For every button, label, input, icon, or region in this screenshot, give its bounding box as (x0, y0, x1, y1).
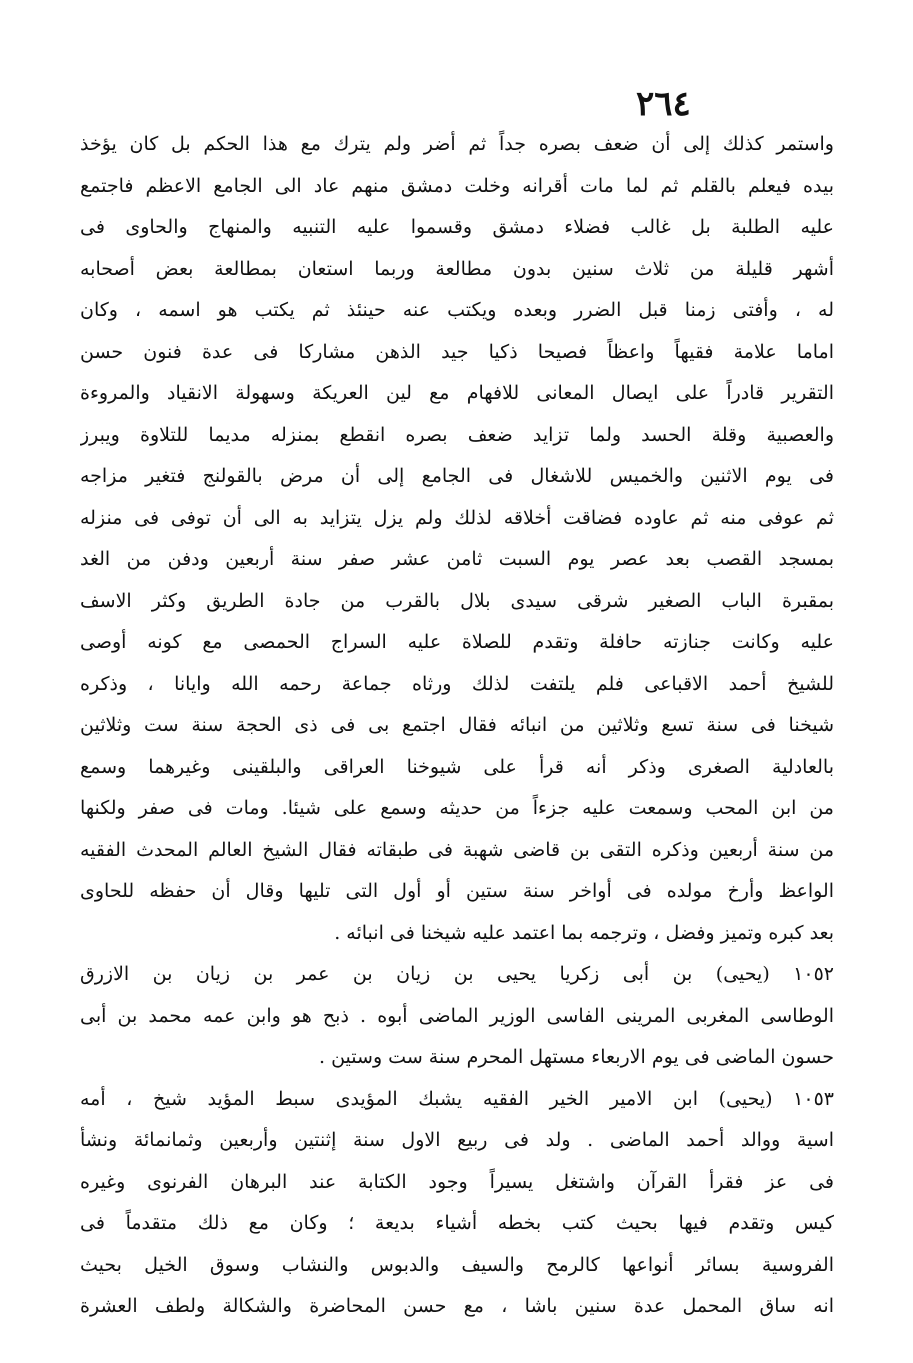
text-line: ثم عوفى منه ثم عاوده فضاقت أخلاقه لذلك ولم يزل يتزايد به الى أن توفى فى منزله (80, 506, 834, 529)
text-line: حسون الماضى فى يوم الاربعاء مستهل المحرم سنة ست وستين . (319, 1046, 834, 1068)
text-line: بمقبرة الباب الصغير شرقى سيدى بلال بالقرب من جادة الطريق وكثر الاسف (80, 589, 834, 612)
text-line: التقرير قادراً على ايصال المعانى للافهام مع لين العريكة وسهولة الانقياد والمروءة (80, 382, 834, 404)
page-number: ٢٦٤ (636, 84, 691, 124)
text-line: عليه الطلبة بل غالب فضلاء دمشق وقسموا عليه التنبيه والمنهاج والحاوى فى (80, 216, 834, 238)
entry-1052-line: ١٠٥٢ (يحيى) بن أبى زكريا يحيى بن زيان بن عمر بن زيان بن الازرق (80, 963, 834, 985)
text-line: والعصبية وقلة الحسد ولما تزايد ضعف بصره انقطع بمنزله مديما للتلاوة ويبرز (80, 423, 834, 446)
text-line: من سنة أربعين وذكره التقى بن قاضى شهبة فى طبقاته فقال الشيخ العالم المحدث الفقيه (80, 838, 834, 861)
text-line: شيخنا فى سنة تسع وثلاثين من انبائه فقال اجتمع بى فى ذى الحجة سنة ست وثلاثين (80, 714, 834, 736)
text-line: له ، وأفتى زمنا قبل الضرر وبعده ويكتب عنه حينئذ ثم يكتب هو اسمه ، وكان (80, 299, 834, 321)
text-line: الفروسية بسائر أنواعها كالرمح والسيف والدبوس والنشاب وسوق الخيل بحيث (80, 1253, 834, 1276)
text-line: بعد كبره وتميز وفضل ، وترجمه بما اعتمد عليه شيخنا فى انبائه . (334, 921, 834, 944)
text-line: أشهر قليلة من ثلاث سنين بدون مطالعة وربما استعان بمطالعة بعض أصحابه (80, 257, 834, 280)
text-line: واستمر كذلك إلى أن ضعف بصره جداً ثم أضر ولم يترك مع هذا الحكم بل كان يؤخذ (80, 133, 834, 155)
entry-1053-line: ١٠٥٣ (يحيى) ابن الامير الخير الفقيه يشبك المؤيدى سبط المؤيد شيخ ، أمه (80, 1087, 834, 1110)
text-line: من ابن المحب وسمعت عليه جزءاً من حديثه وسمع على شيئا. ومات فى صفر ولكنها (80, 797, 834, 819)
text-line: الوطاسى المغربى المرينى الفاسى الوزير الماضى أبوه . ذبح هو وابن عمه محمد بن أبى (80, 1004, 834, 1027)
text-line: للشيخ أحمد الاقباعى فلم يلتفت لذلك ورثاه جماعة رحمه الله وايانا ، وذكره (80, 672, 834, 695)
body-text (80, 124, 834, 1328)
text-line: انه ساق المحمل عدة سنين باشا ، مع حسن المحاضرة والشكالة ولطف العشرة (80, 1295, 834, 1317)
text-line: عليه وكانت جنازته حافلة وتقدم للصلاة عليه السراج الحمصى مع كونه أوصى (80, 631, 834, 653)
text-line: الواعظ وأرخ مولده فى أواخر سنة ستين أو أول التى تليها وقال أن حفظه للحاوى (80, 880, 834, 902)
text-line: بيده فيعلم بالقلم ثم لما مات أقرانه وخلت دمشق منهم عاد الى الجامع الاعظم فاجتمع (80, 174, 834, 197)
text-line: اماما علامة فقيهاً واعظاً فصيحا ذكيا جيد الذهن مشاركا فى عدة فنون حسن (80, 340, 834, 363)
text-line: اسية ووالد أحمد الماضى . ولد فى ربيع الاول سنة إثنتين وأربعين وثمانمائة ونشأ (80, 1129, 834, 1151)
text-line: فى يوم الاثنين والخميس للاشغال فى الجامع إلى أن مرض بالقولنج فتغير مزاجه (80, 465, 834, 487)
text-line: كيس وتقدم فيها بحيث كتب بخطه أشياء بديعة ؛ وكان مع ذلك متقدماً فى (80, 1212, 834, 1234)
text-line: بالعادلية الصغرى وذكر أنه قرأ على شيوخنا العراقى والبلقينى وغيرهما وسمع (80, 755, 834, 778)
text-line: فى عز فقرأ القرآن واشتغل يسيراً وجود الكتابة عند البرهان الفرنوى وغيره (80, 1170, 834, 1193)
text-line: بمسجد القصب بعد عصر يوم السبت ثامن عشر صفر سنة أربعين ودفن من الغد (80, 548, 834, 570)
